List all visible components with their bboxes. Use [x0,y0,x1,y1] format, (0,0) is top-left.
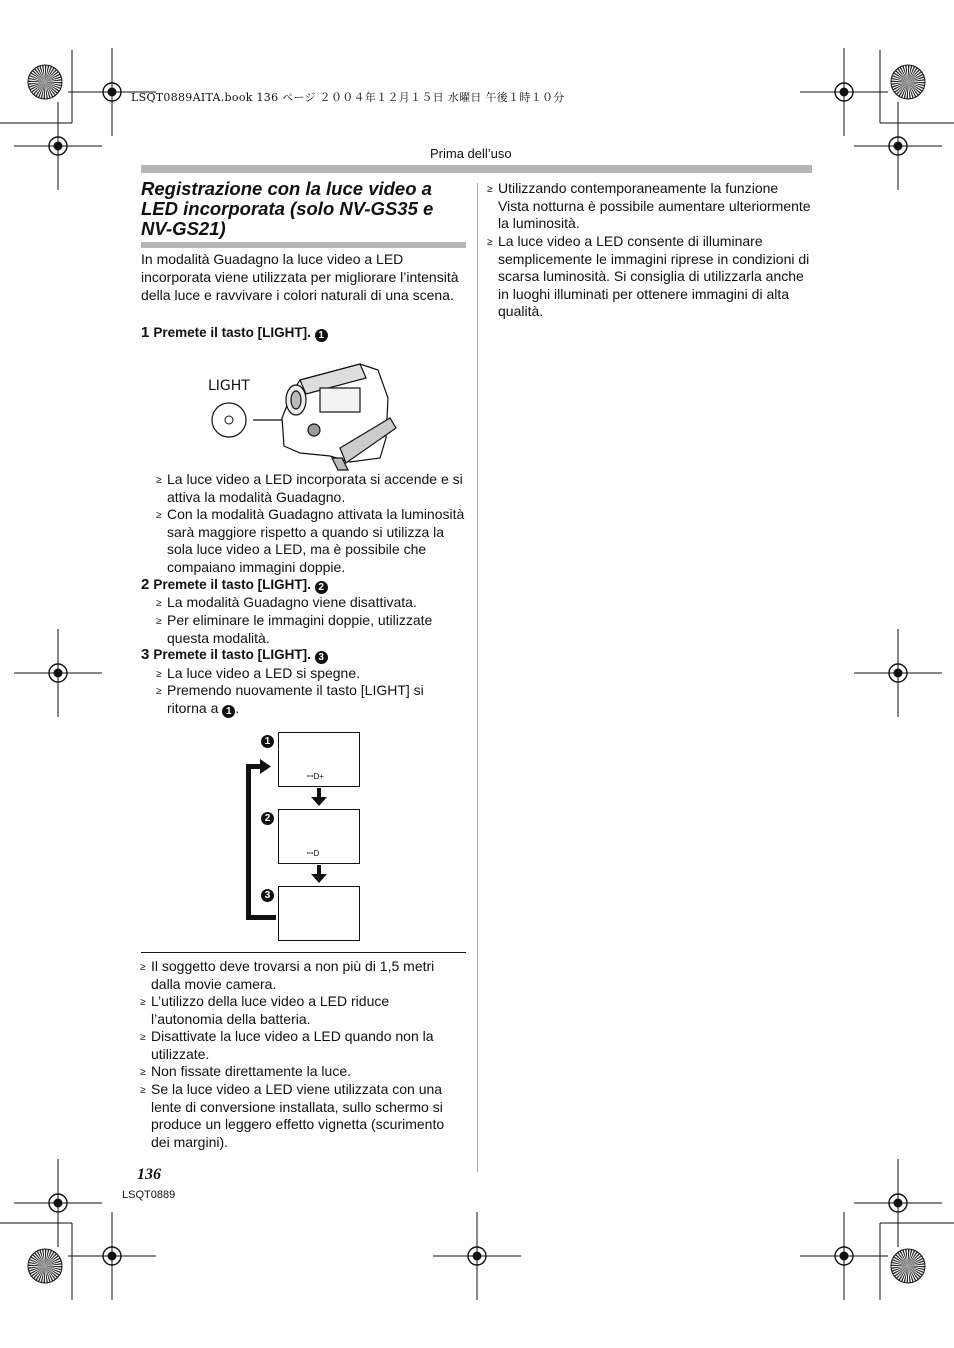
ref-badge: 2 [315,581,328,594]
right-bullet-1: ≥ Utilizzando contemporaneamente la funzione Vista notturna è possibile aumentare ulteriormente la luminosità. [487,180,811,232]
diagram-arrows [240,725,380,945]
led-gain-icon: ꟷD+ [307,772,324,781]
top-rule [141,165,812,173]
crosshair-target-icon [14,102,102,190]
note-3: ≥ Disattivate la luce video a LED quando non la utilizzate. [140,1028,434,1062]
sunburst-mark-icon [891,65,925,99]
right-bullet-2: ≥ La luce video a LED consente di illuminare semplicemente le immagini riprese in condizioni di scarsa luminosità. Si consiglia di utilizzarla anche in luoghi illuminati per ottenere immagini di alta qualità. [487,233,810,320]
diagram-label-1: 1 [261,735,274,748]
bullet-glyph: ≥ [487,184,493,195]
page-title: Registrazione con la luce video a LED incorporata (solo NV-GS35 e NV-GS21) [141,178,434,239]
bullet-glyph: ≥ [140,962,146,973]
step-text: Premete il tasto [LIGHT]. [153,647,311,662]
ref-badge: 3 [315,651,328,664]
crosshair-target-icon [68,1212,156,1300]
step-number: 1 [141,324,150,341]
title-rule [141,242,466,248]
step-number: 3 [141,646,150,663]
intro-paragraph: In modalità Guadagno la luce video a LED incorporata viene utilizzata per migliorare l’intensità della luce e ravvivare i colori naturali di una scena. [141,251,459,303]
note-4: ≥ Non fissate direttamente la luce. [151,1063,463,1081]
note-1: ≥ Il soggetto deve trovarsi a non più di 1,5 metri dalla movie camera. [140,958,435,992]
step-1 [141,324,328,342]
crosshair-target-icon [433,1212,521,1300]
note-5: ≥ Se la luce video a LED viene utilizzata con una lente di conversione installata, sullo schermo si produce un leggero effetto vignetta (scurimento dei margini). [140,1081,445,1150]
bullet-glyph: ≥ [140,997,146,1008]
crosshair-target-icon [854,102,942,190]
bullet-glyph: ≥ [156,669,162,680]
note-2: ≥ L’utilizzo della luce video a LED riduce l’autonomia della batteria. [140,993,390,1027]
crosshair-target-icon [14,1159,102,1247]
step2-bullet-2: ≥ Per eliminare le immagini doppie, utilizzate questa modalità. [156,612,433,646]
light-button-icon [212,403,246,437]
bullet-glyph: ≥ [140,1032,146,1043]
column-separator [477,183,478,1172]
book-header-info: LSQT0889AITA.book 136 ページ ２００４年１２月１５日 水曜日 午後１時１０分 [131,91,565,104]
step1-bullet-2: ≥ Con la modalità Guadagno attivata la luminosità sarà maggiore rispetto a quando si utilizza la sola luce video a LED, ma è possibile che compaiano immagini doppie. [156,506,465,575]
diagram-label-2: 2 [261,812,274,825]
step-3 [141,646,328,664]
notes-separator [141,952,466,953]
mode-cycle-diagram [240,725,380,945]
bullet-glyph: ≥ [156,598,162,609]
section-title: Prima dell’uso [430,146,512,161]
sunburst-mark-icon [28,65,62,99]
bullet-glyph: ≥ [156,616,162,627]
step1-bullet-1: ≥ La luce video a LED incorporata si accende e si attiva la modalità Guadagno. [156,471,463,505]
step-text: Premete il tasto [LIGHT]. [153,577,311,592]
step3-bullet-2: ≥ Premendo nuovamente il tasto [LIGHT] si ritorna a 1 . [156,682,424,717]
ref-badge: 1 [315,329,328,342]
bullet-glyph: ≥ [156,686,162,697]
step-text: Premete il tasto [LIGHT]. [153,325,311,340]
light-label: LIGHT [208,378,250,394]
bullet-glyph: ≥ [140,1067,146,1078]
sunburst-mark-icon [28,1249,62,1283]
crosshair-target-icon [854,1159,942,1247]
ref-badge: 1 [222,705,235,718]
crosshair-target-icon [800,48,888,136]
step2-bullet-1: ≥ La modalità Guadagno viene disattivata. [167,594,465,612]
step3-bullet-1: ≥ La luce video a LED si spegne. [167,665,465,683]
crosshair-target-icon [854,629,942,717]
bullet-glyph: ≥ [156,475,162,486]
step-2 [141,576,328,594]
led-icon: ꟷD [307,849,320,858]
page-number: 136 [137,1166,161,1183]
document-code: LSQT0889 [122,1189,176,1201]
sunburst-mark-icon [891,1249,925,1283]
bullet-glyph: ≥ [487,237,493,248]
bullet-glyph: ≥ [140,1085,146,1096]
crosshair-target-icon [800,1212,888,1300]
step-number: 2 [141,576,150,593]
crosshair-target-icon [14,629,102,717]
diagram-label-3: 3 [261,889,274,902]
camcorder-illustration [200,358,400,474]
bullet-glyph: ≥ [156,510,162,521]
